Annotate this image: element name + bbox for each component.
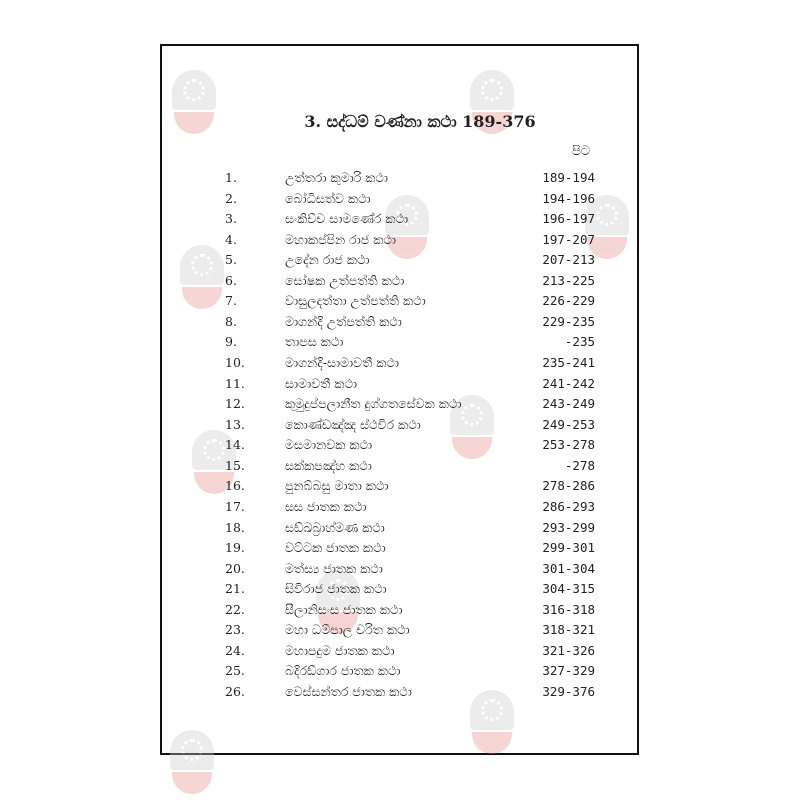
page-column-header: පිට (572, 144, 591, 159)
section-title: 3. සද්ධම් වණ්නා කථා 189-376 (304, 112, 536, 131)
contents-entry (225, 497, 595, 517)
watermark-logo (170, 730, 214, 800)
entry-pages: 316-318 (542, 601, 595, 617)
entry-num: 3. (225, 211, 237, 227)
entry-num: 6. (225, 272, 237, 288)
entry-name: වාසුලදත්තා උත්පත්ති කථා (285, 293, 426, 309)
contents-entry (225, 189, 595, 209)
entry-pages: 299-301 (542, 540, 595, 556)
watermark-logo (180, 245, 224, 315)
entry-name: සීලානිසංස ජාතක කථා (285, 601, 403, 617)
entry-pages: 329-376 (542, 684, 595, 699)
entry-num: 10. (225, 355, 245, 371)
entry-pages: 213-225 (542, 272, 595, 288)
entry-num: 22. (225, 601, 245, 617)
entry-num: 2. (225, 190, 237, 206)
entry-num: 11. (225, 375, 245, 391)
entry-pages: 207-213 (542, 252, 595, 268)
entry-pages: 318-321 (542, 622, 595, 638)
entry-num: 16. (225, 478, 245, 494)
contents-entry (225, 312, 595, 332)
entry-pages: 226-229 (542, 293, 595, 309)
entry-pages: 301-304 (542, 560, 595, 576)
contents-entry (225, 271, 595, 291)
entry-num: 23. (225, 622, 245, 638)
entry-num: 1. (225, 170, 237, 185)
entry-name: සක්කපඤ්හ කථා (285, 457, 372, 473)
entry-num: 17. (225, 498, 245, 514)
contents-entry (225, 168, 595, 188)
entry-num: 24. (225, 642, 245, 658)
entry-pages: 194-196 (542, 190, 595, 206)
entry-name: සිවිරාජ ජාතක කථා (285, 581, 387, 597)
entry-pages: 253-278 (542, 437, 595, 453)
contents-entry (225, 538, 595, 558)
entry-pages: 321-326 (542, 642, 595, 658)
entry-name: තාපස කථා (285, 334, 344, 350)
contents-entry (225, 353, 595, 373)
contents-entry (225, 250, 595, 270)
entry-num: 20. (225, 560, 245, 576)
entry-num: 21. (225, 581, 245, 597)
contents-entry (225, 415, 595, 435)
entry-name: මහාකප්පින රාජ කථා (285, 231, 396, 247)
contents-entry (225, 332, 595, 352)
entry-pages: 327-329 (542, 663, 595, 679)
entry-num: 12. (225, 396, 245, 412)
entry-pages: 278-286 (542, 478, 595, 494)
entry-num: 25. (225, 663, 245, 679)
entry-num: 7. (225, 293, 237, 309)
entry-pages: 293-299 (542, 519, 595, 535)
entry-num: 5. (225, 252, 237, 268)
entry-name: මහා ධම්පාල චරිත කථා (285, 622, 410, 638)
entry-name: උදේන රාජ කථා (285, 252, 370, 268)
entry-name: උත්තරා කුමාරි කථා (285, 170, 388, 185)
entry-pages: 286-293 (542, 498, 595, 514)
contents-entry (225, 661, 595, 681)
entry-num: 14. (225, 437, 245, 453)
entry-name: මාගන්දි-සාමාවතී කථා (285, 355, 399, 371)
entry-num: 9. (225, 334, 237, 350)
entry-name: මසමානවක කථා (285, 437, 373, 453)
entry-num: 4. (225, 231, 237, 247)
contents-entry (225, 374, 595, 394)
entry-name: වට්ටක ජාතක කථා (285, 540, 386, 556)
entry-name: මාගන්දි උත්පත්ති කථා (285, 313, 402, 329)
entry-pages: 243-249 (542, 396, 595, 412)
entry-num: 8. (225, 313, 237, 329)
contents-entry (225, 456, 595, 476)
entry-num: 18. (225, 519, 245, 535)
entry-pages: -278 (564, 457, 595, 473)
contents-entry (225, 476, 595, 496)
entry-num: 19. (225, 540, 245, 556)
entry-name: සංකිච්ච සාමණේර කථා (285, 211, 409, 227)
entry-name: මහාපදුම ජාතක කථා (285, 642, 395, 658)
contents-entry (225, 620, 595, 640)
contents-entry (225, 230, 595, 250)
contents-entry (225, 209, 595, 229)
entry-pages: 241-242 (542, 375, 595, 391)
entry-name: බදිරඞ්ගාර ජාතක කථා (285, 663, 401, 679)
contents-entry (225, 641, 595, 661)
entry-name: කොණ්ඩඤ්ඤ ස්ථවිර කථා (285, 416, 421, 432)
contents-entry (225, 579, 595, 599)
entry-pages: 196-197 (542, 211, 595, 227)
entry-pages: 197-207 (542, 231, 595, 247)
entry-name: සස ජාතක කථා (285, 498, 367, 514)
entry-name: බෝධිසත්ව කථා (285, 190, 371, 206)
entry-name: කුමුදුප්පලානීත දුග්ගතසේවක කථා (285, 396, 462, 412)
contents-entry (225, 518, 595, 538)
entry-name: පුනබ්බසු මාතා කථා (285, 478, 389, 494)
entry-num: 15. (225, 457, 245, 473)
entry-name: සඞ්ඛබ්‍රාහ්මණ කථා (285, 519, 385, 535)
entry-name: වෙස්සන්තර ජාතක කථා (285, 684, 412, 699)
entry-pages: 229-235 (542, 313, 595, 329)
entry-pages: 249-253 (542, 416, 595, 432)
entry-num: 26. (225, 684, 245, 699)
contents-entry (225, 394, 595, 414)
entry-name: මත්ස්‍ය ජාතක කථා (285, 560, 383, 576)
entry-name: සාමාවතී කථා (285, 375, 358, 391)
entry-pages: 189-194 (542, 170, 595, 185)
entry-name: සෝෂක උත්පත්ති කථා (285, 272, 405, 288)
contents-entry (225, 435, 595, 455)
contents-entry (225, 291, 595, 311)
entry-pages: 304-315 (542, 581, 595, 597)
contents-entry (225, 559, 595, 579)
contents-entry (225, 600, 595, 620)
entry-num: 13. (225, 416, 245, 432)
contents-entry (225, 682, 595, 702)
entry-pages: -235 (564, 334, 595, 350)
entry-pages: 235-241 (542, 355, 595, 371)
